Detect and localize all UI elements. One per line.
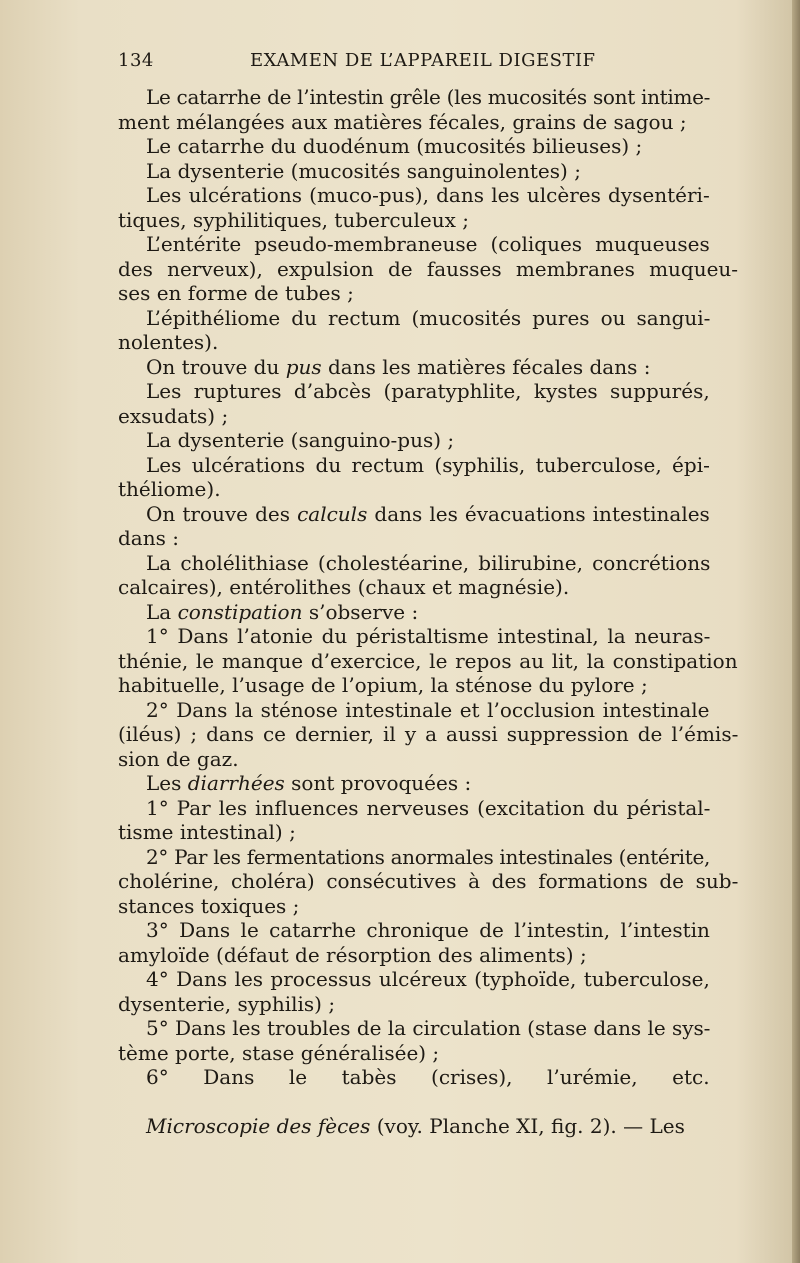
body-text xyxy=(118,85,738,1139)
text-line: dysenterie, syphilis) ; xyxy=(118,991,336,1016)
text-line: thénie, le manque d’exercice, le repos au lit, la constipation xyxy=(118,648,738,673)
text-line xyxy=(118,600,738,625)
text-line: amyloïde (défaut de résorption des aliments) ; xyxy=(118,942,587,967)
text-line: ment mélangées aux matières fécales, grains de sagou ; xyxy=(118,109,687,134)
italic-term: pus xyxy=(285,354,322,379)
text-line: (iléus) ; dans ce dernier, il y a aussi suppression de l’émis- xyxy=(118,722,739,746)
text-line xyxy=(118,502,738,527)
text-line: 3° Dans le catarrhe chronique de l’intestin, l’intestin xyxy=(146,918,710,942)
text-run: dans les évacuations intestinales xyxy=(367,501,710,526)
text-line: 6° Dans le tabès (crises), l’urémie, etc. xyxy=(146,1065,710,1089)
text-line: Le catarrhe du duodénum (mucosités bilieuses) ; xyxy=(146,134,643,158)
text-line: 1° Par les influences nerveuses (excitation du péristal- xyxy=(146,795,711,820)
text-run: Les xyxy=(146,771,188,795)
text-line: dans : xyxy=(118,526,179,550)
page-number: 134 xyxy=(118,50,154,71)
text-run: La xyxy=(146,599,178,624)
running-head: EXAMEN DE L’APPAREIL DIGESTIF xyxy=(250,50,596,71)
text-line: 4° Dans les processus ulcéreux (typhoïde, tuberculose, xyxy=(146,967,710,991)
text-line: cholérine, choléra) consécutives à des formations de sub- xyxy=(118,869,739,893)
text-line: sion de gaz. xyxy=(118,746,239,771)
text-line: Le catarrhe de l’intestin grêle (les mucosités sont intime- xyxy=(146,85,711,109)
text-run: dans les matières fécales dans : xyxy=(321,354,651,379)
text-line: Les ruptures d’abcès (paratyphlite, kystes suppurés, xyxy=(146,379,710,403)
text-line xyxy=(118,1114,738,1139)
text-line xyxy=(118,1090,738,1115)
text-line: calcaires), entérolithes (chaux et magnésie). xyxy=(118,575,570,599)
text-line: théliome). xyxy=(118,477,221,501)
text-line: tiques, syphilitiques, tuberculeux ; xyxy=(118,207,469,232)
text-run: On trouve du xyxy=(146,354,286,379)
text-line: 2° Dans la sténose intestinale et l’occlusion intestinale xyxy=(146,697,710,722)
text-line: habituelle, l’usage de l’opium, la sténose du pylore ; xyxy=(118,673,648,697)
text-line: ses en forme de tubes ; xyxy=(118,281,354,305)
italic-term: Microscopie des fèces xyxy=(146,1114,371,1138)
text-line: La dysenterie (sanguino-pus) ; xyxy=(146,428,455,452)
text-line: tisme intestinal) ; xyxy=(118,820,296,844)
text-line: 2° Par les fermentations anormales intestinales (entérite, xyxy=(146,844,710,869)
page-edge xyxy=(792,0,800,1263)
italic-term: diarrhées xyxy=(187,771,285,795)
text-run: On trouve des xyxy=(146,501,298,526)
text-line xyxy=(118,771,738,796)
text-line xyxy=(118,355,738,380)
text-line: Les ulcérations (muco-pus), dans les ulcères dysentéri- xyxy=(146,183,710,207)
page-header xyxy=(118,50,726,80)
text-line: exsudats) ; xyxy=(118,403,229,428)
text-line: Les ulcérations du rectum (syphilis, tuberculose, épi- xyxy=(146,452,710,477)
text-line: La cholélithiase (cholestéarine, bilirubine, concrétions xyxy=(146,550,711,575)
text-run: s’observe : xyxy=(302,599,419,624)
text-line: 1° Dans l’atonie du péristaltisme intestinal, la neuras- xyxy=(146,624,711,648)
italic-term: calculs xyxy=(297,501,368,526)
text-line: nolentes). xyxy=(118,330,219,354)
text-run: (voy. Planche XI, fig. 2). — Les xyxy=(370,1114,685,1138)
text-run: sont provoquées : xyxy=(284,771,472,795)
text-line: des nerveux), expulsion de fausses membranes muqueu- xyxy=(118,256,739,281)
text-line: stances toxiques ; xyxy=(118,893,300,918)
italic-term: constipation xyxy=(177,599,303,624)
text-line: 5° Dans les troubles de la circulation (stase dans le sys- xyxy=(146,1016,711,1040)
text-line: La dysenterie (mucosités sanguinolentes) ; xyxy=(146,158,581,183)
text-line: L’épithéliome du rectum (mucosités pures ou sangui- xyxy=(146,305,711,330)
text-line: L’entérite pseudo-membraneuse (coliques muqueuses xyxy=(146,232,710,256)
text-line: tème porte, stase généralisée) ; xyxy=(118,1040,440,1065)
